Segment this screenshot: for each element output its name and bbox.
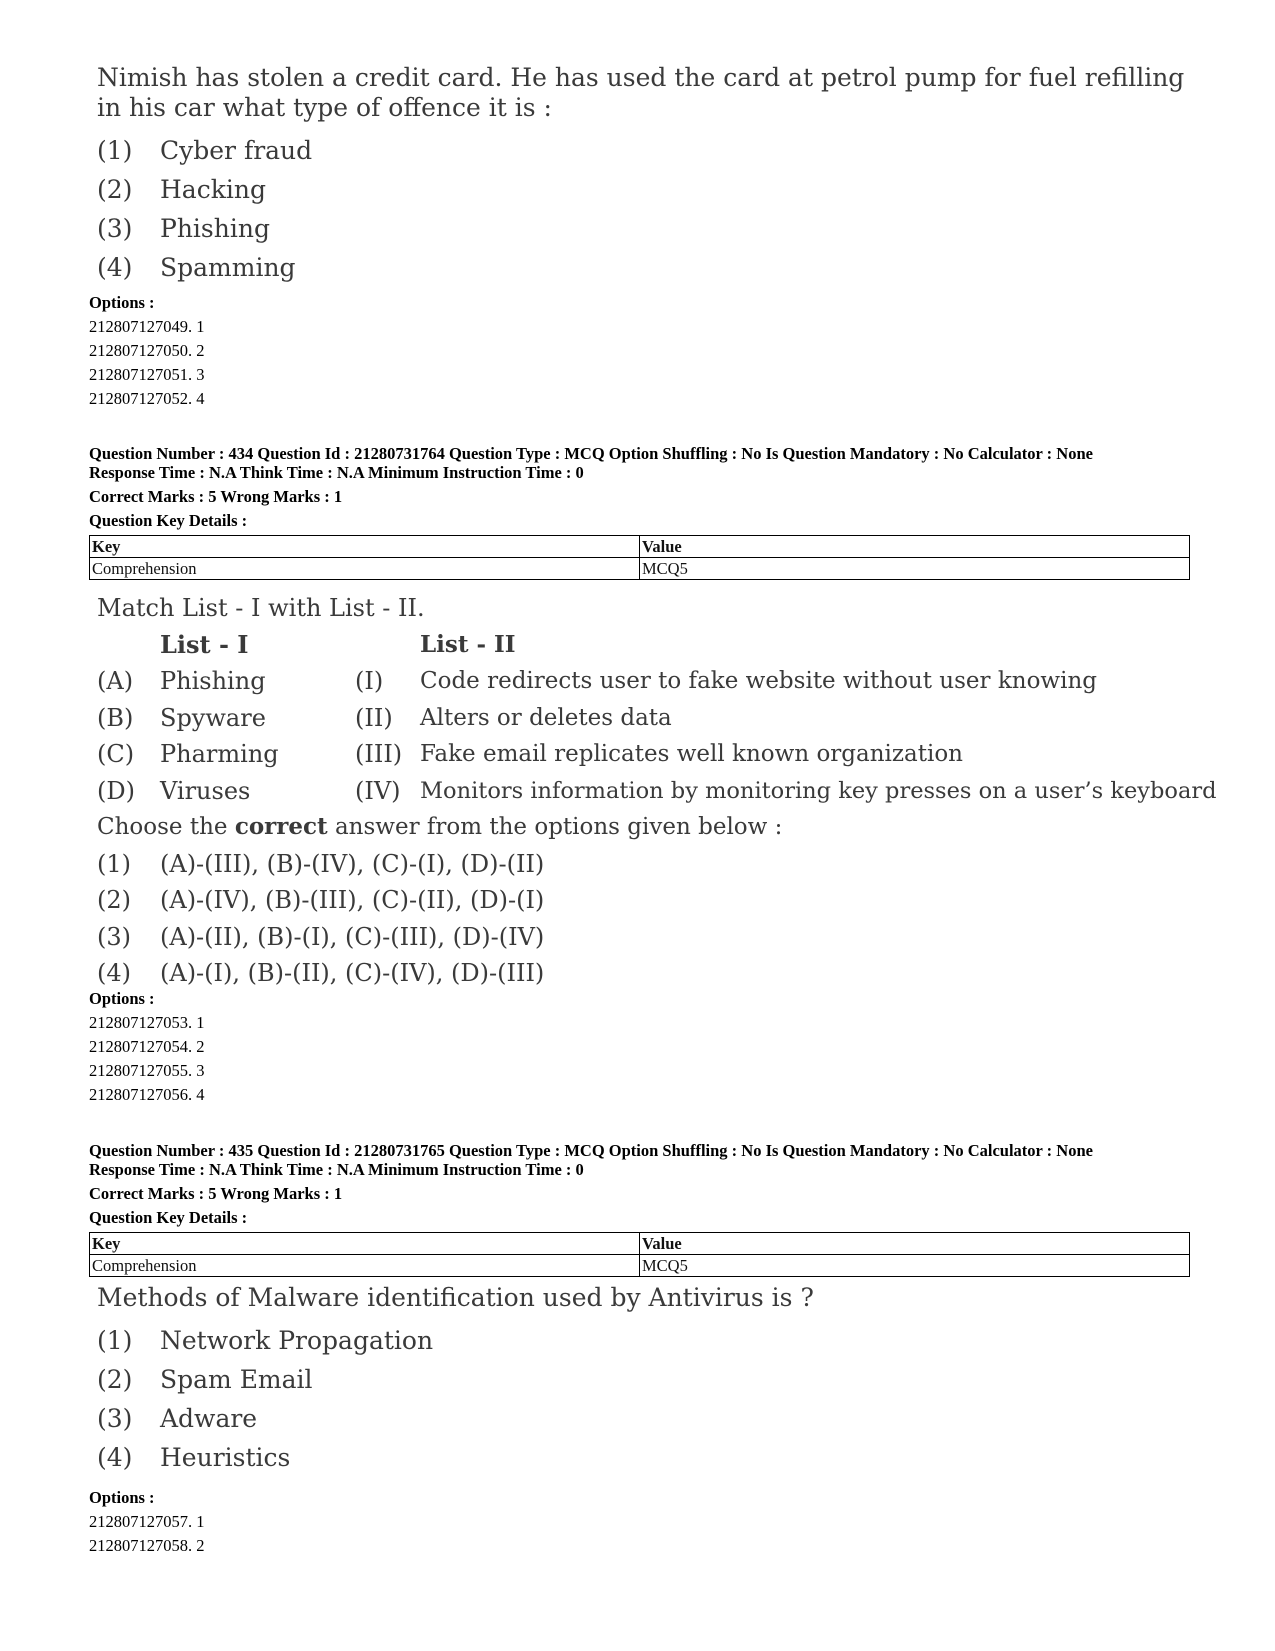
option-row xyxy=(97,1399,1187,1438)
table-row xyxy=(90,1255,1190,1277)
option-text: Adware xyxy=(160,1404,258,1433)
question-433-image xyxy=(97,63,1187,287)
option-id: 212807127057. 1 xyxy=(89,1512,205,1531)
option-id: 212807127049. 1 xyxy=(89,317,205,336)
option-text: (A)-(II), (B)-(I), (C)-(III), (D)-(IV) xyxy=(160,922,545,951)
option-row xyxy=(97,131,1187,170)
pair-roman: (I) xyxy=(355,667,384,695)
pair-desc: Alters or deletes data xyxy=(420,704,672,731)
option-number: (2) xyxy=(97,175,133,204)
pair-roman: (IV) xyxy=(355,776,401,805)
option-text: (A)-(IV), (B)-(III), (C)-(II), (D)-(I) xyxy=(160,886,545,914)
key-details-table xyxy=(89,1232,1190,1277)
question-text: Nimish has stolen a credit card. He has used the card at petrol pump for fuel refilling in his car what type of offence it is : xyxy=(97,63,1185,122)
question-435-meta xyxy=(89,1141,1093,1227)
table-header-row xyxy=(90,536,1190,558)
option-id: 212807127052. 4 xyxy=(89,389,205,408)
question-meta-line: Response Time : N.A Think Time : N.A Minimum Instruction Time : 0 xyxy=(89,463,584,482)
options-block-435 xyxy=(89,1486,205,1558)
option-text: Network Propagation xyxy=(160,1326,434,1355)
table-header-value: Value xyxy=(640,1233,1190,1255)
pair-item: Phishing xyxy=(160,667,266,695)
option-row xyxy=(97,1360,1187,1399)
question-meta-line: Response Time : N.A Think Time : N.A Minimum Instruction Time : 0 xyxy=(89,1160,584,1179)
option-text: (A)-(I), (B)-(II), (C)-(IV), (D)-(III) xyxy=(160,959,545,987)
marks-line: Correct Marks : 5 Wrong Marks : 1 xyxy=(89,487,343,506)
pair-letter: (B) xyxy=(97,703,134,732)
table-cell-key: Comprehension xyxy=(90,1255,640,1277)
option-text: Heuristics xyxy=(160,1443,291,1472)
option-text: Spamming xyxy=(160,253,296,282)
table-header-key: Key xyxy=(90,536,640,558)
options-block-434 xyxy=(89,987,205,1107)
pair-desc: Monitors information by monitoring key presses on a user’s keyboard xyxy=(420,777,1217,804)
option-id: 212807127055. 3 xyxy=(89,1061,205,1080)
marks-line: Correct Marks : 5 Wrong Marks : 1 xyxy=(89,1184,343,1203)
table-cell-value: MCQ5 xyxy=(640,558,1190,580)
option-id: 212807127053. 1 xyxy=(89,1013,205,1032)
pair-letter: (A) xyxy=(97,667,134,695)
key-details-label: Question Key Details : xyxy=(89,511,248,530)
options-label: Options : xyxy=(89,1488,155,1507)
option-row xyxy=(97,1321,1187,1360)
option-number: (3) xyxy=(97,922,131,951)
pair-letter: (C) xyxy=(97,740,135,768)
option-text: Phishing xyxy=(160,214,270,243)
option-text: (A)-(III), (B)-(IV), (C)-(I), (D)-(II) xyxy=(160,849,545,878)
option-number: (2) xyxy=(97,1365,133,1394)
table-row xyxy=(90,558,1190,580)
options-block-433 xyxy=(89,291,205,411)
option-number: (2) xyxy=(97,886,131,914)
pair-roman: (III) xyxy=(355,740,403,768)
option-row xyxy=(97,248,1187,287)
question-435-image xyxy=(97,1283,1187,1477)
table-cell-value: MCQ5 xyxy=(640,1255,1190,1277)
option-id: 212807127054. 2 xyxy=(89,1037,205,1056)
question-text: Methods of Malware identification used by Antivirus is ? xyxy=(97,1283,814,1312)
pair-item: Spyware xyxy=(160,703,266,732)
option-row xyxy=(97,170,1187,209)
table-header-key: Key xyxy=(90,1233,640,1255)
pair-letter: (D) xyxy=(97,776,135,805)
option-number: (4) xyxy=(97,253,133,282)
option-number: (4) xyxy=(97,959,131,987)
option-id: 212807127050. 2 xyxy=(89,341,205,360)
pair-desc: Fake email replicates well known organization xyxy=(420,741,963,767)
pair-item: Pharming xyxy=(160,740,279,768)
options-label: Options : xyxy=(89,989,155,1008)
list1-header: List - I xyxy=(160,629,249,659)
option-text: Spam Email xyxy=(160,1365,313,1394)
exam-page: Nimish has stolen a credit card. He has used the card at petrol pump for fuel refilling in his car what type of offence it is : (1) Cyber fraud (2) Hacking (3) Phishing (4) Spamming Options : 212807127049. 1 212807127050. 2 212807127051. 3 212807127052. 4 Question Number : 434 Question Id : 21280731764 Question Type : MCQ Option Shuffling : No Is Question Mandatory : No Calculator : None Response Time : N.A Think Time : N.A Minimum Instruction Time : 0 Correct Marks : 5 Wrong Marks : 1 Question Key Details : Key Value Comprehension MCQ5 Match List - I with List - II. List - I List - II (A) Phishing (I) Code redirects user to fake website without user knowing (B) Spyware (II) Alters or deletes data (C) Pharming (III) Fake email replicates well known organization (D) Viruses (IV) Monitors information by monitoring key presses on a user’s keyboard Choose the correct answer from the options given below : (1) (A)-(III), (B)-(IV), (C)-(I), (D)-(II) (2) (A)-(IV), (B)-(III), (C)-(II), (D)-(I) (3) (A)-(II), (B)-(I), (C)-(III), (D)-(IV) (4) (A)-(I), (B)-(II), (C)-(IV), (D)-(III) Options : 212807127053. 1 212807127054. 2 212807127055. 3 212807127056. 4 Question Number : 435 Question Id : 21280731765 Question Type : MCQ Option Shuffling : No Is Question Mandatory : No Calculator : None Response Time : N.A Think Time : N.A Minimum Instruction Time : 0 Correct Marks : 5 Wrong Marks : 1 Question Key Details : Key Value Comprehension MCQ5 Methods of Malware identification used by Antivirus is ? (1) Network Propagation (2) Spam Email (3) Adware (4) Heuristics Options : 212807127057. 1 212807127058. 2 xyxy=(0,0,1275,1651)
table-cell-key: Comprehension xyxy=(90,558,640,580)
options-label: Options : xyxy=(89,293,155,312)
key-details-label: Question Key Details : xyxy=(89,1208,248,1227)
option-id: 212807127056. 4 xyxy=(89,1085,205,1104)
list2-header: List - II xyxy=(420,630,516,658)
option-id: 212807127051. 3 xyxy=(89,365,205,384)
question-meta-line: Question Number : 435 Question Id : 21280731765 Question Type : MCQ Option Shuffling : No Is Question Mandatory : No Calculator : None xyxy=(89,1141,1093,1160)
table-header-value: Value xyxy=(640,536,1190,558)
option-number: (4) xyxy=(97,1443,133,1472)
pair-desc: Code redirects user to fake website without user knowing xyxy=(420,668,1098,694)
key-details-table xyxy=(89,535,1190,580)
option-number: (3) xyxy=(97,214,133,243)
pair-roman: (II) xyxy=(355,703,393,732)
option-id: 212807127058. 2 xyxy=(89,1536,205,1555)
option-number: (1) xyxy=(97,849,131,878)
option-number: (1) xyxy=(97,1326,133,1355)
option-number: (1) xyxy=(97,136,133,165)
option-row xyxy=(97,209,1187,248)
option-row xyxy=(97,1438,1187,1477)
option-text: Hacking xyxy=(160,175,266,204)
option-text: Cyber fraud xyxy=(160,136,313,165)
question-meta-line: Question Number : 434 Question Id : 21280731764 Question Type : MCQ Option Shuffling : No Is Question Mandatory : No Calculator : None xyxy=(89,444,1093,463)
question-434-meta xyxy=(89,444,1093,530)
option-number: (3) xyxy=(97,1404,133,1433)
table-header-row xyxy=(90,1233,1190,1255)
pair-item: Viruses xyxy=(160,776,251,805)
